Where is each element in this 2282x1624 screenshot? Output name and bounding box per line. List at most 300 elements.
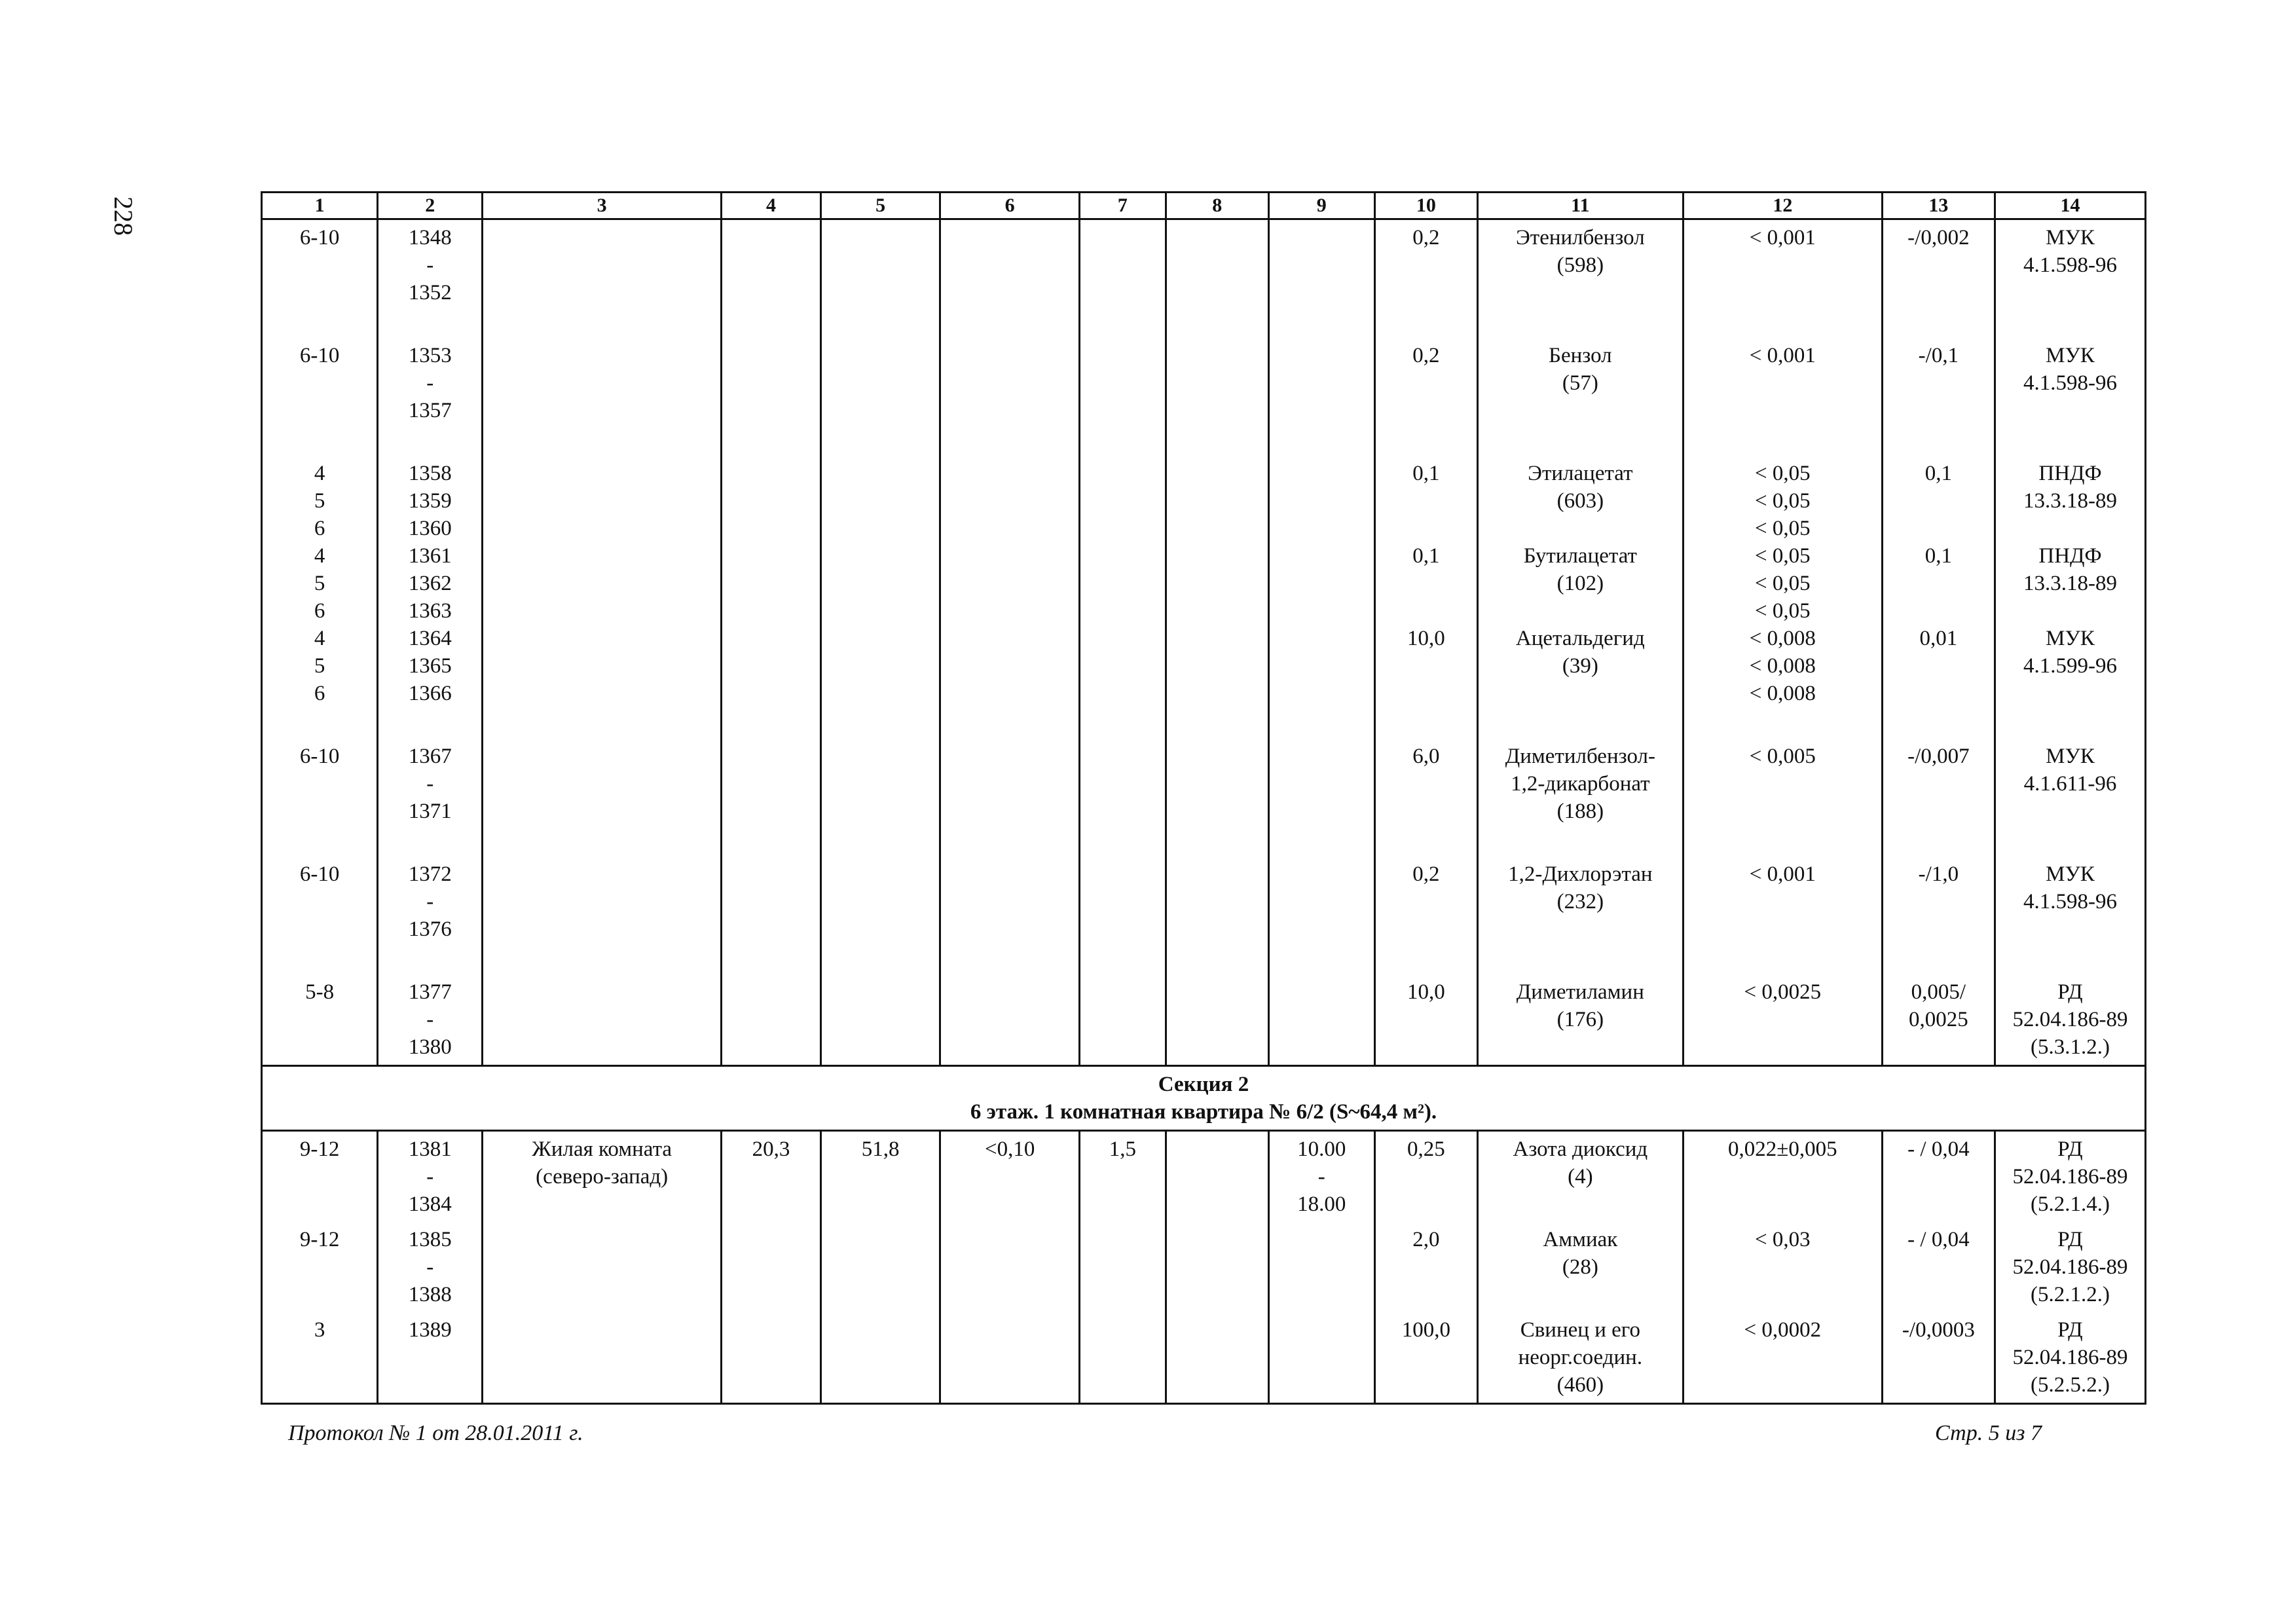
cell-col-9	[1268, 1131, 1374, 1223]
cell-text: Этенилбензол	[1516, 226, 1645, 249]
cell-col-5	[820, 1131, 940, 1223]
cell-text: ПНДФ	[2038, 544, 2102, 568]
cell-text	[268, 1006, 371, 1033]
cell-text: МУК	[2046, 745, 2095, 768]
cell-col-13	[1882, 1312, 1995, 1404]
cell-text: Диметилбензол-	[1505, 745, 1655, 768]
cell-text: 4	[314, 462, 325, 485]
cell-text: 6-10	[299, 745, 340, 768]
measurement-table	[261, 191, 2146, 1405]
cell-text: <0,10	[984, 1137, 1035, 1161]
cell-text: 5	[314, 572, 325, 595]
cell-col-12	[1683, 1222, 1882, 1312]
cell-text: 1388	[408, 1283, 452, 1306]
cell-col-14	[1995, 338, 2145, 456]
cell-col-3	[483, 857, 722, 974]
cell-text: неорг.соедин.	[1518, 1346, 1643, 1369]
cell-col-4	[722, 1222, 821, 1312]
cell-col-2	[378, 974, 483, 1066]
cell-text: 1377	[408, 980, 452, 1004]
cell-text	[2001, 515, 2139, 542]
cell-text	[268, 279, 371, 306]
cell-col-6	[940, 974, 1080, 1066]
cell-text: 9-12	[299, 1228, 340, 1251]
cell-text: 0,2	[1412, 226, 1440, 249]
cell-col-4	[722, 338, 821, 456]
cell-text: 52.04.186-89	[2012, 1346, 2128, 1369]
cell-col-1	[262, 219, 378, 339]
cell-col-14	[1995, 739, 2145, 857]
cell-col-1	[262, 739, 378, 857]
cell-col-12	[1683, 974, 1882, 1066]
cell-col-13	[1882, 338, 1995, 456]
cell-col-14	[1995, 974, 2145, 1066]
column-header-10: 10	[1374, 193, 1477, 219]
cell-text: 5-8	[305, 980, 335, 1004]
cell-col-8	[1166, 857, 1268, 974]
page-number: 228	[109, 196, 138, 236]
cell-text: (57)	[1562, 371, 1598, 395]
column-header-1: 1	[262, 193, 378, 219]
cell-text: Диметиламин	[1516, 980, 1644, 1004]
cell-col-12	[1683, 1131, 1882, 1223]
cell-text: 0,1	[1924, 544, 1952, 568]
cell-text: 0,005/	[1911, 980, 1966, 1004]
cell-col-4	[722, 1312, 821, 1404]
cell-col-13	[1882, 974, 1995, 1066]
cell-col-7	[1080, 739, 1166, 857]
cell-text: 1366	[408, 682, 452, 705]
cell-col-14	[1995, 1312, 2145, 1404]
cell-text: (176)	[1556, 1008, 1604, 1031]
cell-text	[1888, 597, 1989, 625]
cell-text: 0,01	[1919, 627, 1958, 650]
cell-col-10	[1374, 857, 1477, 974]
footer-page-count: Стр. 5 из 7	[1935, 1421, 2042, 1445]
cell-col-13	[1882, 739, 1995, 857]
cell-text	[268, 915, 371, 943]
cell-text: < 0,0025	[1744, 980, 1822, 1004]
cell-col-6	[940, 456, 1080, 739]
cell-col-2	[378, 1222, 483, 1312]
cell-col-14	[1995, 857, 2145, 974]
cell-text: < 0,05	[1755, 517, 1811, 540]
cell-text: 1381	[408, 1137, 452, 1161]
cell-col-1	[262, 1312, 378, 1404]
column-header-6: 6	[940, 193, 1080, 219]
cell-text: -	[1317, 1165, 1325, 1189]
cell-col-14	[1995, 219, 2145, 339]
cell-text: -/0,002	[1907, 226, 1970, 249]
cell-text: 9-12	[299, 1137, 340, 1161]
cell-col-4	[722, 739, 821, 857]
cell-text: 1385	[408, 1228, 452, 1251]
cell-col-12	[1683, 456, 1882, 739]
cell-text: 4.1.599-96	[2023, 654, 2117, 678]
cell-col-13	[1882, 219, 1995, 339]
cell-text: Свинец и его	[1520, 1318, 1640, 1342]
cell-text	[268, 1253, 371, 1281]
cell-text: 1384	[408, 1192, 452, 1216]
cell-text: 4	[314, 544, 325, 568]
cell-text: Ацетальдегид	[1515, 627, 1645, 650]
column-header-4: 4	[722, 193, 821, 219]
cell-col-8	[1166, 1312, 1268, 1404]
section-title: Секция 2	[1158, 1073, 1249, 1096]
table-body-section-1	[262, 219, 2146, 1066]
cell-col-14	[1995, 456, 2145, 739]
cell-text: 52.04.186-89	[2012, 1255, 2128, 1279]
cell-col-3	[483, 456, 722, 739]
cell-col-2	[378, 739, 483, 857]
cell-text	[268, 251, 371, 279]
column-header-2: 2	[378, 193, 483, 219]
cell-text: < 0,001	[1749, 226, 1816, 249]
cell-col-6	[940, 739, 1080, 857]
cell-text: < 0,05	[1755, 489, 1811, 513]
cell-text: РД	[2057, 1137, 2083, 1161]
cell-col-7	[1080, 974, 1166, 1066]
cell-text: 10,0	[1407, 627, 1445, 650]
cell-col-7	[1080, 1131, 1166, 1223]
cell-text: Этилацетат	[1528, 462, 1633, 485]
cell-text: 4.1.598-96	[2023, 371, 2117, 395]
cell-text: < 0,008	[1749, 627, 1816, 650]
cell-text: 6-10	[299, 862, 340, 886]
cell-col-9	[1268, 456, 1374, 739]
cell-col-3	[483, 974, 722, 1066]
table-row	[262, 219, 2146, 339]
column-header-7: 7	[1080, 193, 1166, 219]
cell-col-6	[940, 857, 1080, 974]
cell-text: МУК	[2046, 862, 2095, 886]
column-header-14: 14	[1995, 193, 2145, 219]
cell-text: 1358	[408, 462, 452, 485]
cell-text: 1365	[408, 654, 452, 678]
cell-col-11	[1477, 219, 1683, 339]
cell-col-3	[483, 1222, 722, 1312]
cell-text: < 0,05	[1755, 544, 1811, 568]
cell-text: 3	[314, 1318, 325, 1342]
cell-text: -	[426, 253, 434, 277]
cell-text: 1,5	[1109, 1137, 1136, 1161]
cell-col-9	[1268, 974, 1374, 1066]
cell-col-4	[722, 857, 821, 974]
cell-text: 1362	[408, 572, 452, 595]
cell-text: 10.00	[1297, 1137, 1346, 1161]
cell-text: 13.3.18-89	[2023, 489, 2117, 513]
cell-col-10	[1374, 1312, 1477, 1404]
cell-col-10	[1374, 219, 1477, 339]
column-header-12: 12	[1683, 193, 1882, 219]
cell-text: -/1,0	[1918, 862, 1959, 886]
cell-text: 1,2-Дихлорэтан	[1508, 862, 1653, 886]
cell-col-8	[1166, 338, 1268, 456]
column-header-11: 11	[1477, 193, 1683, 219]
table-row	[262, 338, 2146, 456]
cell-col-13	[1882, 857, 1995, 974]
cell-text: < 0,001	[1749, 344, 1816, 367]
cell-text: (28)	[1562, 1255, 1598, 1279]
column-header-8: 8	[1166, 193, 1268, 219]
cell-text	[268, 888, 371, 915]
cell-col-4	[722, 456, 821, 739]
cell-text: < 0,008	[1749, 654, 1816, 678]
cell-text: -	[426, 1165, 434, 1189]
cell-text	[1484, 515, 1677, 542]
cell-text: (603)	[1556, 489, 1604, 513]
cell-text: 0,0025	[1908, 1008, 1968, 1031]
cell-text: (4)	[1568, 1165, 1593, 1189]
cell-col-8	[1166, 219, 1268, 339]
cell-text: (5.2.1.2.)	[2030, 1283, 2110, 1306]
cell-col-10	[1374, 974, 1477, 1066]
cell-text: (5.2.1.4.)	[2030, 1192, 2110, 1216]
cell-text: < 0,03	[1755, 1228, 1811, 1251]
cell-col-2	[378, 338, 483, 456]
cell-col-10	[1374, 338, 1477, 456]
cell-col-1	[262, 857, 378, 974]
cell-text: 4.1.598-96	[2023, 253, 2117, 277]
cell-text: 0,1	[1412, 544, 1440, 568]
cell-col-7	[1080, 456, 1166, 739]
cell-text	[1484, 597, 1677, 625]
cell-col-1	[262, 1222, 378, 1312]
cell-col-12	[1683, 857, 1882, 974]
cell-text: 6	[314, 682, 325, 705]
cell-col-8	[1166, 1131, 1268, 1223]
table-row	[262, 1222, 2146, 1312]
cell-col-7	[1080, 1222, 1166, 1312]
cell-text: 1359	[408, 489, 452, 513]
cell-text: 0,2	[1412, 862, 1440, 886]
cell-col-11	[1477, 739, 1683, 857]
cell-text: 1361	[408, 544, 452, 568]
cell-text: 0,25	[1407, 1137, 1445, 1161]
cell-text	[268, 1033, 371, 1061]
cell-text: 52.04.186-89	[2012, 1165, 2128, 1189]
cell-col-8	[1166, 1222, 1268, 1312]
cell-text	[1888, 487, 1989, 515]
cell-text: РД	[2057, 1228, 2083, 1251]
cell-col-4	[722, 219, 821, 339]
cell-col-2	[378, 1131, 483, 1223]
cell-text: МУК	[2046, 344, 2095, 367]
cell-col-11	[1477, 974, 1683, 1066]
table-body-section-2	[262, 1131, 2146, 1404]
cell-col-2	[378, 456, 483, 739]
cell-col-12	[1683, 338, 1882, 456]
cell-text: < 0,05	[1755, 599, 1811, 623]
cell-text	[1381, 487, 1471, 515]
cell-text: 1,2-дикарбонат	[1511, 772, 1650, 796]
header-row	[262, 193, 2146, 219]
cell-text: (102)	[1556, 572, 1604, 595]
cell-text	[268, 770, 371, 798]
cell-col-3	[483, 219, 722, 339]
cell-col-9	[1268, 1312, 1374, 1404]
cell-text: -	[426, 1255, 434, 1279]
cell-col-12	[1683, 1312, 1882, 1404]
table-row	[262, 1131, 2146, 1223]
cell-col-11	[1477, 456, 1683, 739]
cell-col-9	[1268, 739, 1374, 857]
section-header-row	[262, 1066, 2146, 1131]
cell-text: < 0,008	[1749, 682, 1816, 705]
cell-col-5	[820, 739, 940, 857]
cell-text: -/0,1	[1918, 344, 1959, 367]
cell-text: 52.04.186-89	[2012, 1008, 2128, 1031]
cell-col-12	[1683, 739, 1882, 857]
cell-col-3	[483, 1312, 722, 1404]
cell-col-10	[1374, 1131, 1477, 1223]
cell-text	[268, 369, 371, 397]
cell-text: (598)	[1556, 253, 1604, 277]
cell-text: 1371	[408, 800, 452, 823]
cell-text: 0,1	[1924, 462, 1952, 485]
cell-text: < 0,005	[1749, 745, 1816, 768]
cell-col-4	[722, 974, 821, 1066]
cell-text: 0,2	[1412, 344, 1440, 367]
cell-text	[1381, 570, 1471, 597]
cell-text	[268, 1163, 371, 1190]
cell-text: 20,3	[752, 1137, 790, 1161]
cell-col-11	[1477, 1312, 1683, 1404]
cell-text: (5.2.5.2.)	[2030, 1373, 2110, 1397]
cell-text	[1888, 515, 1989, 542]
table-row	[262, 857, 2146, 974]
table-row	[262, 739, 2146, 857]
cell-text: 1363	[408, 599, 452, 623]
cell-col-2	[378, 1312, 483, 1404]
cell-col-2	[378, 857, 483, 974]
cell-col-5	[820, 1222, 940, 1312]
cell-text: 1360	[408, 517, 452, 540]
cell-text: 0,022±0,005	[1728, 1137, 1837, 1161]
cell-text: -/0,007	[1907, 745, 1970, 768]
cell-text: -	[426, 772, 434, 796]
table-row	[262, 1312, 2146, 1404]
cell-col-1	[262, 974, 378, 1066]
cell-text: < 0,05	[1755, 462, 1811, 485]
cell-text: (232)	[1556, 890, 1604, 913]
cell-text: 2,0	[1412, 1228, 1440, 1251]
cell-col-1	[262, 456, 378, 739]
cell-text: 5	[314, 489, 325, 513]
cell-text: (северо-запад)	[536, 1165, 669, 1189]
cell-col-2	[378, 219, 483, 339]
cell-col-4	[722, 1131, 821, 1223]
cell-text: -	[426, 1008, 434, 1031]
cell-text: МУК	[2046, 226, 2095, 249]
cell-text: 1348	[408, 226, 452, 249]
cell-text	[1381, 515, 1471, 542]
cell-text	[268, 1281, 371, 1308]
cell-text	[268, 397, 371, 424]
cell-text: < 0,05	[1755, 572, 1811, 595]
cell-col-13	[1882, 456, 1995, 739]
cell-text	[1381, 597, 1471, 625]
cell-text	[1888, 570, 1989, 597]
cell-text: (188)	[1556, 800, 1604, 823]
cell-col-6	[940, 1131, 1080, 1223]
cell-text: 6	[314, 599, 325, 623]
cell-text: 100,0	[1401, 1318, 1450, 1342]
cell-text: 0,1	[1412, 462, 1440, 485]
cell-text: МУК	[2046, 627, 2095, 650]
cell-text: 4.1.611-96	[2023, 772, 2117, 796]
cell-col-3	[483, 338, 722, 456]
column-header-13: 13	[1882, 193, 1995, 219]
cell-col-5	[820, 219, 940, 339]
cell-col-1	[262, 338, 378, 456]
cell-text: (460)	[1556, 1373, 1604, 1397]
cell-col-11	[1477, 857, 1683, 974]
cell-text: 1372	[408, 862, 452, 886]
cell-text: (39)	[1562, 654, 1598, 678]
cell-text: 1380	[408, 1035, 452, 1059]
column-header-5: 5	[820, 193, 940, 219]
cell-col-7	[1080, 857, 1166, 974]
cell-text: 1352	[408, 281, 452, 304]
cell-text: 6	[314, 517, 325, 540]
cell-text: Бензол	[1549, 344, 1612, 367]
cell-col-12	[1683, 219, 1882, 339]
cell-col-10	[1374, 1222, 1477, 1312]
cell-col-8	[1166, 974, 1268, 1066]
cell-col-9	[1268, 219, 1374, 339]
cell-text: ПНДФ	[2038, 462, 2102, 485]
cell-text: Аммиак	[1543, 1228, 1618, 1251]
cell-text: - / 0,04	[1907, 1228, 1970, 1251]
cell-text: РД	[2057, 1318, 2083, 1342]
cell-text	[2001, 597, 2139, 625]
column-header-3: 3	[483, 193, 722, 219]
cell-col-7	[1080, 1312, 1166, 1404]
cell-col-14	[1995, 1131, 2145, 1223]
cell-text: Бутилацетат	[1523, 544, 1637, 568]
cell-col-11	[1477, 1131, 1683, 1223]
cell-text: 6-10	[299, 344, 340, 367]
cell-text: Азота диоксид	[1513, 1137, 1648, 1161]
cell-col-6	[940, 338, 1080, 456]
cell-text: < 0,0002	[1744, 1318, 1822, 1342]
cell-col-10	[1374, 739, 1477, 857]
cell-text: 4	[314, 627, 325, 650]
cell-col-11	[1477, 338, 1683, 456]
cell-col-7	[1080, 219, 1166, 339]
table-row	[262, 456, 2146, 739]
cell-col-8	[1166, 739, 1268, 857]
cell-text: РД	[2057, 980, 2083, 1004]
cell-text: 18.00	[1297, 1192, 1346, 1216]
cell-text: 1376	[408, 917, 452, 941]
section-subtitle: 6 этаж. 1 комнатная квартира № 6/2 (S~64,4 м²).	[970, 1100, 1437, 1124]
cell-text: (5.3.1.2.)	[2030, 1035, 2110, 1059]
cell-col-11	[1477, 1222, 1683, 1312]
cell-text: 1367	[408, 745, 452, 768]
cell-text: 1389	[408, 1318, 452, 1342]
cell-text: < 0,001	[1749, 862, 1816, 886]
cell-col-8	[1166, 456, 1268, 739]
cell-col-7	[1080, 338, 1166, 456]
cell-col-5	[820, 1312, 940, 1404]
table-row	[262, 974, 2146, 1066]
cell-col-5	[820, 456, 940, 739]
cell-col-13	[1882, 1222, 1995, 1312]
cell-text: 6-10	[299, 226, 340, 249]
footer-protocol: Протокол № 1 от 28.01.2011 г.	[288, 1421, 583, 1445]
